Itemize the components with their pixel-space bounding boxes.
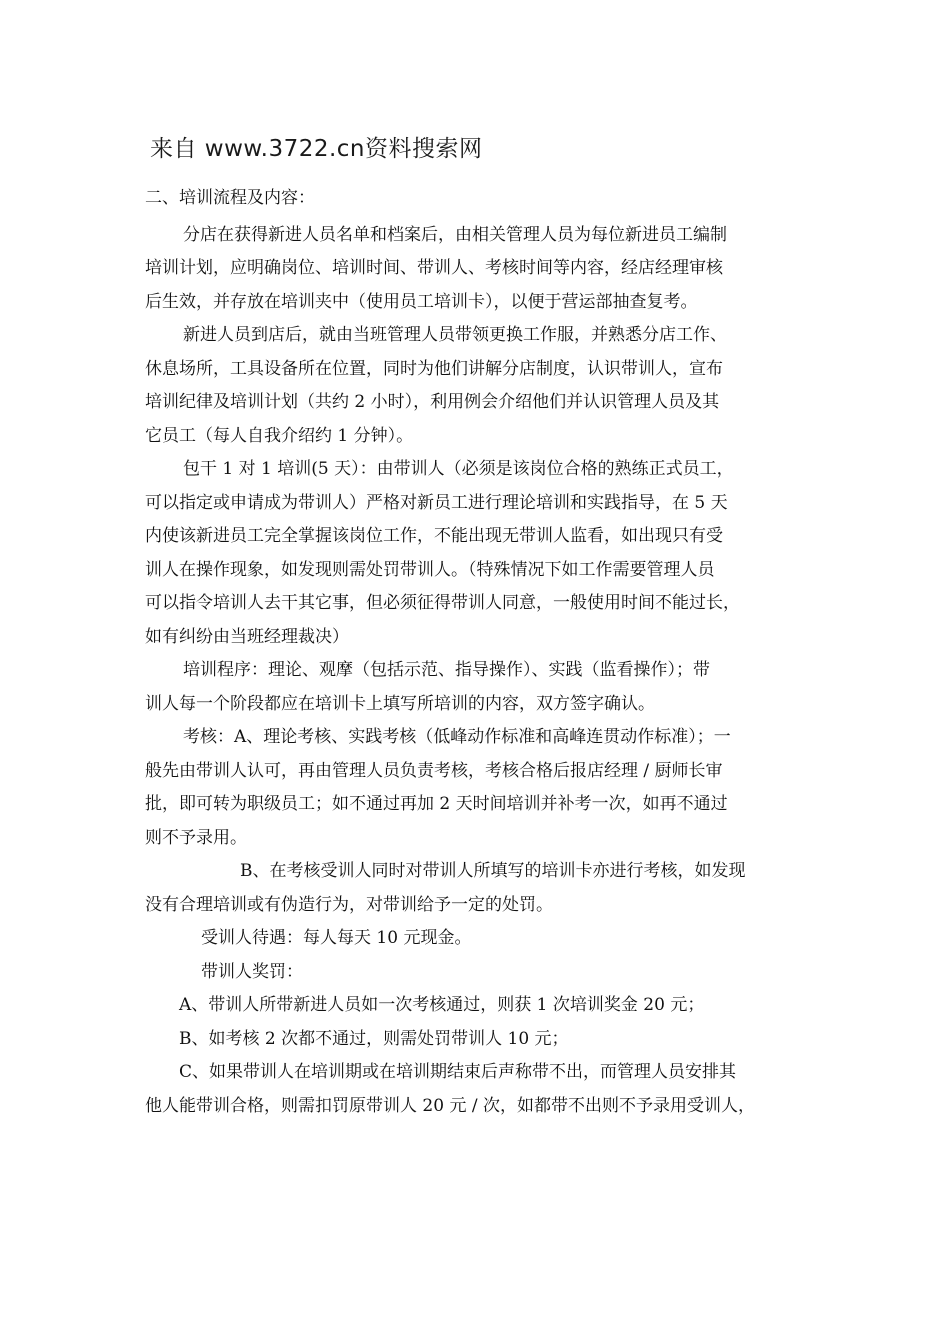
list-item-a: A、带训人所带新进人员如一次考核通过，则获 1 次培训奖金 20 元； <box>179 995 705 1015</box>
text-line: 培训程序：理论、观摩（包括示范、指导操作）、实践（监看操作）；带 <box>183 660 710 680</box>
paragraph-one-on-one <box>145 453 825 654</box>
text-line: 如有纠纷由当班经理裁决） <box>145 626 349 647</box>
paragraph-procedure <box>145 654 825 721</box>
text-line: 休息场所，工具设备所在位置，同时为他们讲解分店制度，认识带训人，宣布 <box>145 358 723 379</box>
text-line: 训人在操作现象，如发现则需处罚带训人。（特殊情况下如工作需要管理人员 <box>145 559 715 580</box>
list-item-c <box>145 1056 825 1123</box>
paragraph-assessment <box>145 721 825 855</box>
text-line: 可以指令培训人去干其它事，但必须征得带训人同意，一般使用时间不能过长， <box>145 593 740 613</box>
text-line: 他人能带训合格，则需扣罚原带训人 20 元 / 次，如都带不出则不予录用受训人， <box>145 1095 755 1116</box>
text-line: 后生效，并存放在培训夹中（使用员工培训卡），以便于营运部抽查复考。 <box>145 291 698 312</box>
text-line: 培训计划，应明确岗位、培训时间、带训人、考核时间等内容，经店经理审核 <box>145 258 723 278</box>
paragraph-trainee-pay: 受训人待遇：每人每天 10 元现金。 <box>201 928 472 948</box>
paragraph-orientation <box>145 319 825 453</box>
text-line: 般先由带训人认可，再由管理人员负责考核，考核合格后报店经理 / 厨师长审 <box>145 760 723 781</box>
section-heading: 二、培训流程及内容： <box>145 188 315 208</box>
text-line: 包干 1 对 1 培训(5 天）：由带训人（必须是该岗位合格的熟练正式员工， <box>183 459 734 479</box>
text-line: 它员工（每人自我介绍约 1 分钟）。 <box>145 425 414 446</box>
paragraph-assessment-b <box>145 855 825 922</box>
text-line: 批，即可转为职级员工；如不通过再加 2 天时间培训并补考一次，如再不通过 <box>145 794 728 814</box>
text-line: 培训纪律及培训计划（共约 2 小时），利用例会介绍他们并认识管理人员及其 <box>145 392 720 412</box>
text-line: B、在考核受训人同时对带训人所填写的培训卡亦进行考核，如发现 <box>240 861 746 881</box>
text-line: C、如果带训人在培训期或在培训期结束后声称带不出，而管理人员安排其 <box>179 1062 737 1082</box>
text-line: 内使该新进员工完全掌握该岗位工作，不能出现无带训人监看，如出现只有受 <box>145 526 723 546</box>
text-line: 可以指定或申请成为带训人）严格对新员工进行理论培训和实践指导，在 5 天 <box>145 492 728 513</box>
text-line: 训人每一个阶段都应在培训卡上填写所培训的内容，双方签字确认。 <box>145 693 655 714</box>
paragraph-training-plan <box>145 219 825 320</box>
watermark-text: 来自 www.3722.cn资料搜索网 <box>150 136 483 162</box>
list-item-b: B、如考核 2 次都不通过，则需处罚带训人 10 元； <box>179 1028 569 1049</box>
text-line: 则不予录用。 <box>145 827 247 848</box>
text-line: 新进人员到店后，就由当班管理人员带领更换工作服，并熟悉分店工作、 <box>183 325 727 345</box>
paragraph-trainer-rewards: 带训人奖罚： <box>201 961 303 982</box>
text-line: 考核：A、理论考核、实践考核（低峰动作标准和高峰连贯动作标准）；一 <box>183 727 731 747</box>
text-line: 没有合理培训或有伪造行为，对带训给予一定的处罚。 <box>145 894 553 915</box>
text-line: 分店在获得新进人员名单和档案后，由相关管理人员为每位新进员工编制 <box>183 224 727 245</box>
document-body <box>145 182 825 1123</box>
